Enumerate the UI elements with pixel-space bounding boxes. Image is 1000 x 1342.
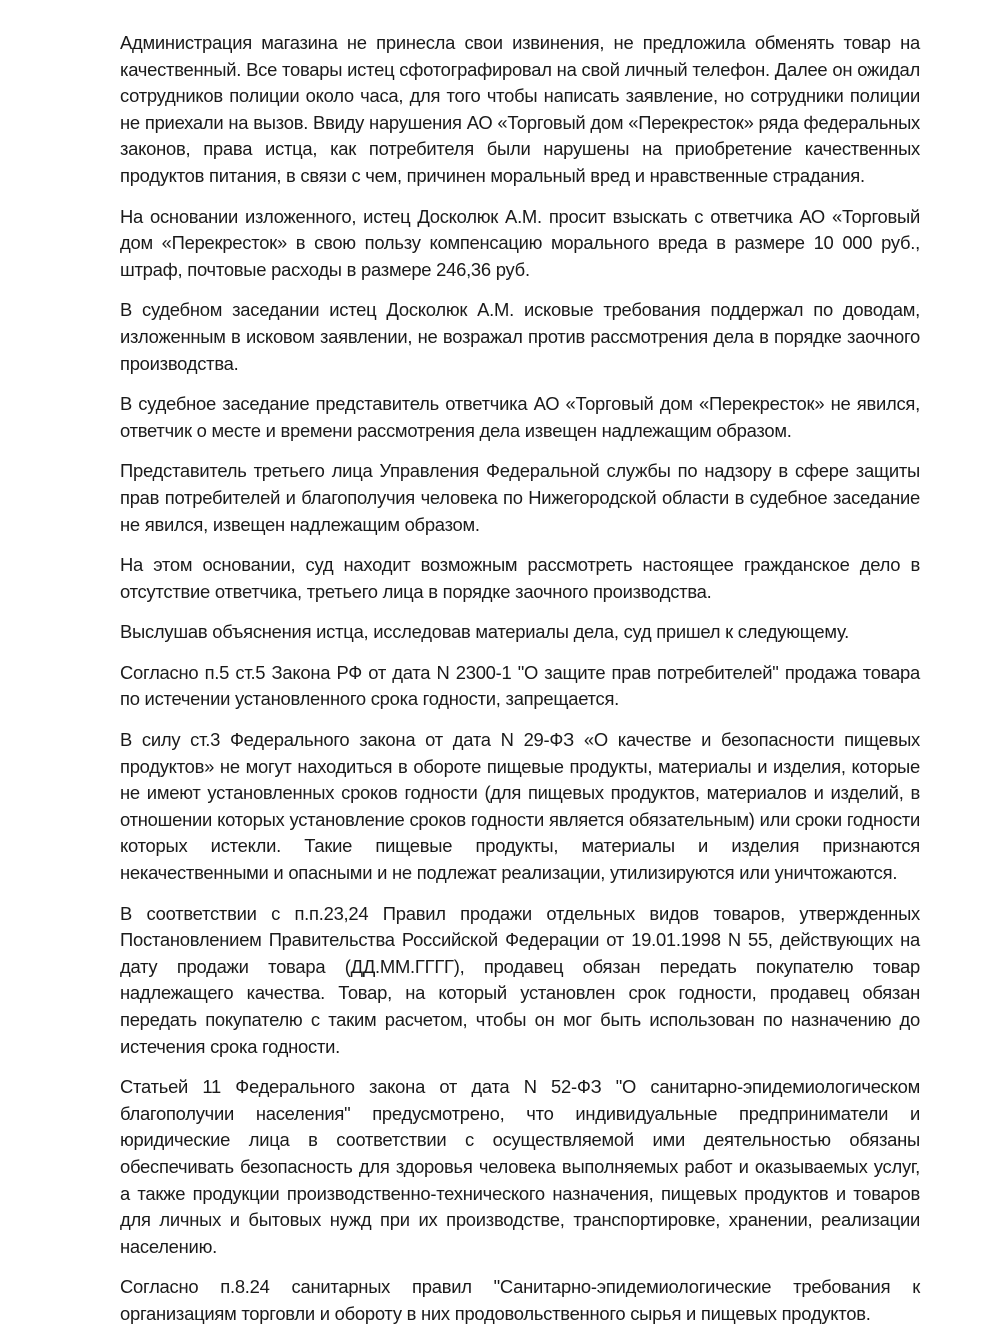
paragraph-third-party-absent: Представитель третьего лица Управления Федеральной службы по надзору в сфере защиты прав потребителей и благополучия человека по Нижегородской области в судебное заседание не явился, извещен надлежащим образом. (120, 460, 920, 535)
paragraph-sales-rules: В соответствии с п.п.23,24 Правил продажи отдельных видов товаров, утвержденных Постановлением Правительства Российской Федерации от 19.01.1998 N 55, действующих на дату продажи товара (ДД.ММ.ГГГГ), продавец обязан передать покупателю товар надлежащего качества. Товар, на который установлен срок годности, продавец обязан передать покупателю с таким расчетом, чтобы он мог быть использован по назначению до истечения срока годности. (120, 902, 920, 1057)
paragraph-sanitary-rules: Согласно п.8.24 санитарных правил "Санитарно-эпидемиологические требования к организациям торговли и обороту в них продовольственного сырья и пищевых продуктов. (120, 1276, 920, 1324)
paragraph-defendant-absent: В судебное заседание представитель ответчика АО «Торговый дом «Перекресток» не явился, ответчик о месте и времени рассмотрения дела извещен надлежащим образом. (120, 393, 920, 441)
paragraph-claim: На основании изложенного, истец Досколюк А.М. просит взыскать с ответчика АО «Торговый дом «Перекресток» в свою пользу компенсацию морального вреда в размере 10 000 руб., штраф, почтовые расходы в размере 246,36 руб. (120, 205, 920, 280)
document-page (120, 30, 920, 1342)
paragraph-sanitary-law: Статьей 11 Федерального закона от дата N 52-ФЗ "О санитарно-эпидемиологическом благополучии населения" предусмотрено, что индивидуальные предприниматели и юридические лица в соответствии с осуществляемой ими деятельностью обязаны обеспечивать безопасность для здоровья человека выполняемых работ и оказываемых услуг, а также продукции производственно-технического назначения, пищевых продуктов и товаров для личных и бытовых нужд при их производстве, транспортировке, хранении, реализации населению. (120, 1076, 920, 1257)
paragraph-food-safety-law: В силу ст.3 Федерального закона от дата N 29-ФЗ «О качестве и безопасности пищевых продуктов» не могут находиться в обороте пищевые продукты, материалы и изделия, которые не имеют установленных сроков годности (для пищевых продуктов, материалов и изделий, в отношении которых установление сроков годности является обязательным) или сроки годности которых истекли. Такие пищевые продукты, материалы и изделия признаются некачественными и опасными и не подлежат реализации, утилизируются или уничтожаются. (120, 729, 920, 884)
paragraph-consumer-law: Согласно п.5 ст.5 Закона РФ от дата N 2300-1 "О защите прав потребителей" продажа товара по истечении установленного срока годности, запрещается. (120, 661, 920, 710)
paragraph-apology-and-damages: Администрация магазина не принесла свои извинения, не предложила обменять товар на качественный. Все товары истец сфотографировал на свой личный телефон. Далее он ожидал сотрудников полиции около часа, для того чтобы написать заявление, но сотрудники полиции не приехали на вызов. Ввиду нарушения АО «Торговый дом «Перекресток» ряда федеральных законов, права истца, как потребителя были нарушены на приобретение качественных продуктов питания, в связи с чем, причинен моральный вред и нравственные страдания. (120, 32, 920, 186)
paragraph-plaintiff-hearing: В судебном заседании истец Досколюк А.М. исковые требования поддержал по доводам, изложенным в исковом заявлении, не возражал против рассмотрения дела в порядке заочного производства. (120, 299, 920, 374)
paragraph-in-absentia: На этом основании, суд находит возможным рассмотреть настоящее гражданское дело в отсутствие ответчика, третьего лица в порядке заочного производства. (120, 554, 920, 602)
paragraph-court-findings: Выслушав объяснения истца, исследовав материалы дела, суд пришел к следующему. (120, 621, 849, 643)
